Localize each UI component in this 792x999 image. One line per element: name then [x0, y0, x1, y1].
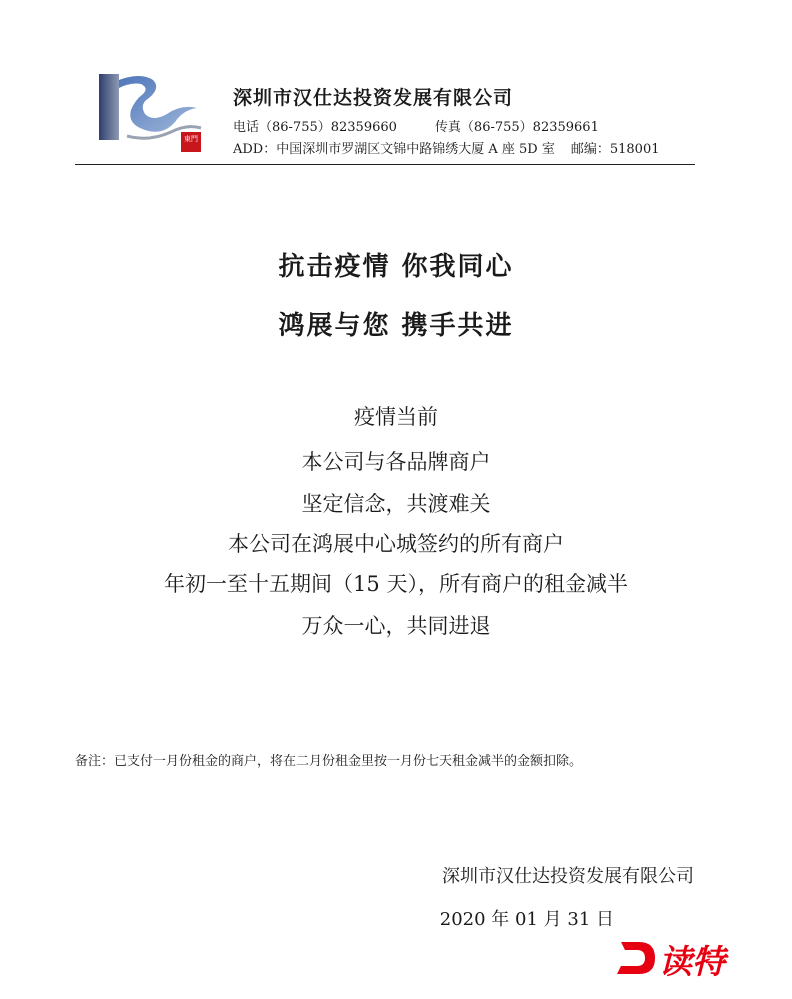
- signature-company: 深圳市汉仕达投资发展有限公司: [442, 866, 694, 887]
- body-line: 本公司与各品牌商户: [301, 450, 491, 474]
- letterhead-company-name: 深圳市汉仕达投资发展有限公司: [233, 87, 514, 109]
- headline-2: 鸿展与您 携手共进: [278, 311, 514, 341]
- contact-line: [233, 116, 599, 135]
- logo-mark-icon: [97, 70, 207, 156]
- headline-1: 抗击疫情 你我同心: [278, 252, 514, 282]
- body-line: 坚定信念，共渡难关: [301, 492, 491, 516]
- address: ADD：中国深圳市罗湖区文锦中路锦绣大厦 A 座 5D 室: [233, 142, 555, 157]
- body-line: 年初一至十五期间（15 天），所有商户的租金减半: [164, 572, 628, 596]
- watermark-logo: [615, 934, 745, 982]
- fax-number: 传真（86-755）82359661: [434, 120, 599, 135]
- body-line: 疫情当前: [354, 405, 438, 429]
- remark-note: 备注：已支付一月份租金的商户，将在二月份租金里按一月份七天租金减半的金额扣除。: [75, 754, 583, 769]
- signature-date: 2020 年 01 月 31 日: [439, 909, 614, 930]
- header-divider: [75, 164, 695, 165]
- body-line: 本公司在鸿展中心城签约的所有商户: [228, 532, 564, 556]
- address-line: [233, 138, 660, 157]
- postcode: 邮编：518001: [570, 142, 660, 157]
- body-line: 万众一心，共同进退: [301, 614, 491, 638]
- logo-badge-text: 東門: [184, 135, 198, 143]
- watermark-d-icon: [615, 936, 659, 980]
- phone-number: 电话（86-755）82359660: [233, 120, 397, 135]
- company-logo: [97, 70, 207, 156]
- watermark-text: 读特: [659, 942, 725, 981]
